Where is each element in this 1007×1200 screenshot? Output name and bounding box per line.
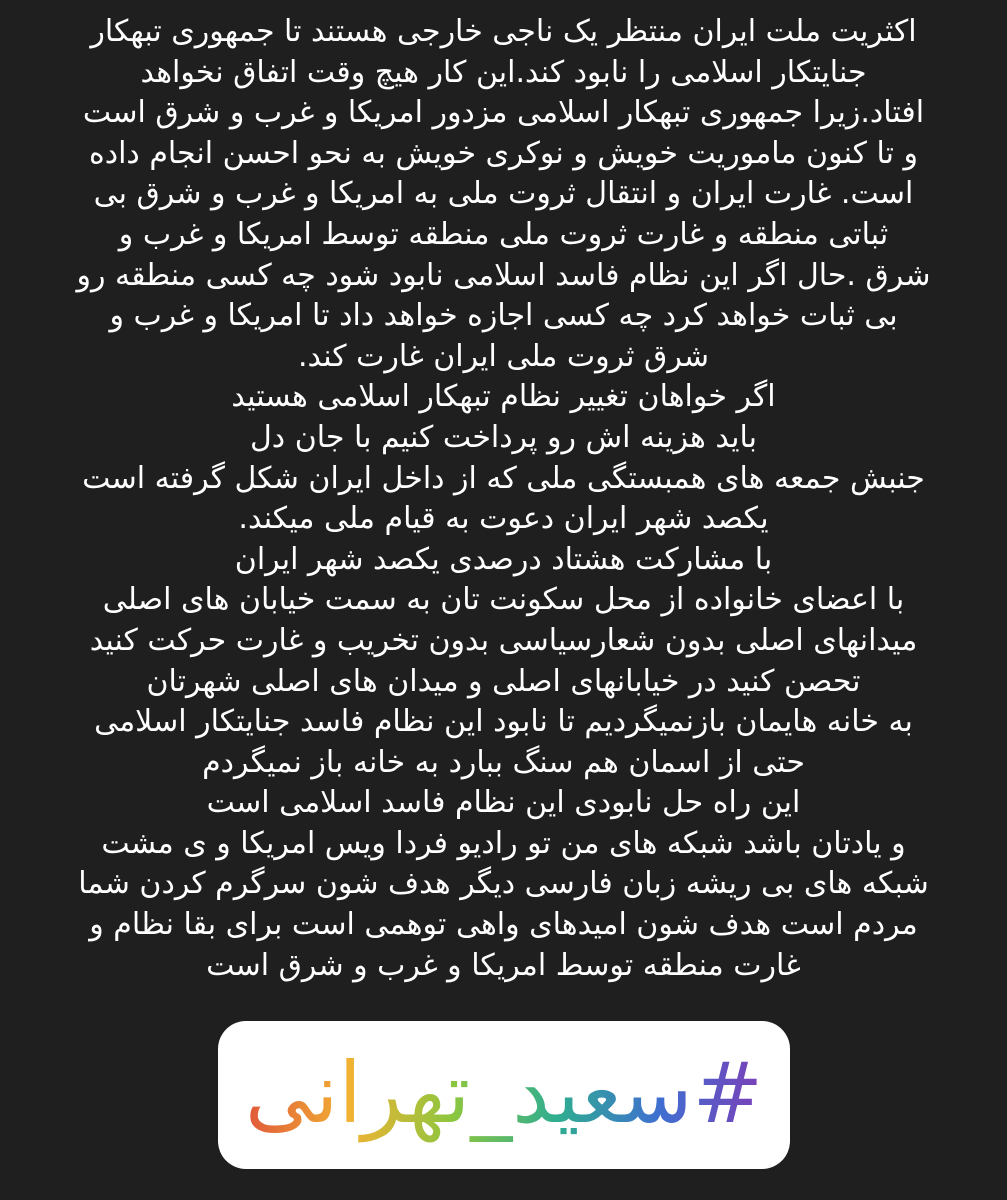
text-line: است. غارت ایران و انتقال ثروت ملی به امریکا و غرب و شرق بی bbox=[93, 176, 914, 212]
hashtag-graphic bbox=[234, 1030, 774, 1160]
text-line: غارت منطقه توسط امریکا و غرب و شرق است bbox=[206, 947, 801, 983]
text-line: با اعضای خانواده از محل سکونت تان به سمت خیابان های اصلی bbox=[102, 582, 905, 618]
text-line: اگر خواهان تغییر نظام تبهکار اسلامی هستید bbox=[231, 379, 776, 415]
text-line: ثباتی منطقه و غارت ثروت ملی منطقه توسط امریکا و غرب و bbox=[118, 216, 889, 252]
hashtag-label[interactable]: #سعید_تهرانی bbox=[245, 1044, 763, 1142]
text-line: جنایتکار اسلامی را نابود کند.این کار هیچ وقت اتفاق نخواهد bbox=[140, 54, 867, 90]
text-line: این راه حل نابودی این نظام فاسد اسلامی است bbox=[206, 785, 801, 821]
text-line: مردم است هدف شون امیدهای واهی توهمی است برای بقا نظام و bbox=[89, 907, 918, 943]
text-line: بی ثبات خواهد کرد چه کسی اجازه خواهد داد تا امریکا و غرب و bbox=[109, 298, 898, 334]
text-line: حتی از اسمان هم سنگ ببارد به خانه باز نمیگردم bbox=[202, 744, 805, 780]
text-line: تحصن کنید در خیابانهای اصلی و میدان های اصلی شهرتان bbox=[146, 663, 861, 699]
hashtag-sticker[interactable] bbox=[218, 1021, 790, 1169]
text-line: و تا کنون ماموریت خویش و نوکری خویش به نحو احسن انجام داده bbox=[89, 135, 918, 171]
text-line: میدانهای اصلی بدون شعارسیاسی بدون تخریب و غارت حرکت کنید bbox=[89, 622, 918, 658]
post-text bbox=[40, 12, 967, 986]
text-line: به خانه هایمان بازنمیگردیم تا نابود این نظام فاسد جنایتکار اسلامی bbox=[94, 704, 913, 740]
text-line: افتاد.زیرا جمهوری تبهکار اسلامی مزدور امریکا و غرب و شرق است bbox=[82, 95, 925, 131]
text-line: با مشارکت هشتاد درصدی یکصد شهر ایران bbox=[234, 541, 773, 577]
text-line: شرق .حال اگر این نظام فاسد اسلامی نابود شود چه کسی منطقه رو bbox=[76, 257, 931, 293]
text-line: شرق ثروت ملی ایران غارت کند. bbox=[297, 338, 710, 374]
text-line: یکصد شهر ایران دعوت به قیام ملی میکند. bbox=[238, 501, 769, 537]
text-line: اکثریت ملت ایران منتظر یک ناجی خارجی هستند تا جمهوری تبهکار bbox=[90, 14, 917, 49]
text-line: شبکه های بی ریشه زبان فارسی دیگر هدف شون سرگرم کردن شما bbox=[78, 866, 929, 902]
text-line: باید هزینه اش رو پرداخت کنیم با جان دل bbox=[250, 419, 757, 455]
text-line: و یادتان باشد شبکه های من تو رادیو فردا ویس امریکا و ی مشت bbox=[101, 825, 906, 861]
text-line: جنبش جمعه های همبستگی ملی که از داخل ایران شکل گرفته است bbox=[82, 460, 925, 496]
